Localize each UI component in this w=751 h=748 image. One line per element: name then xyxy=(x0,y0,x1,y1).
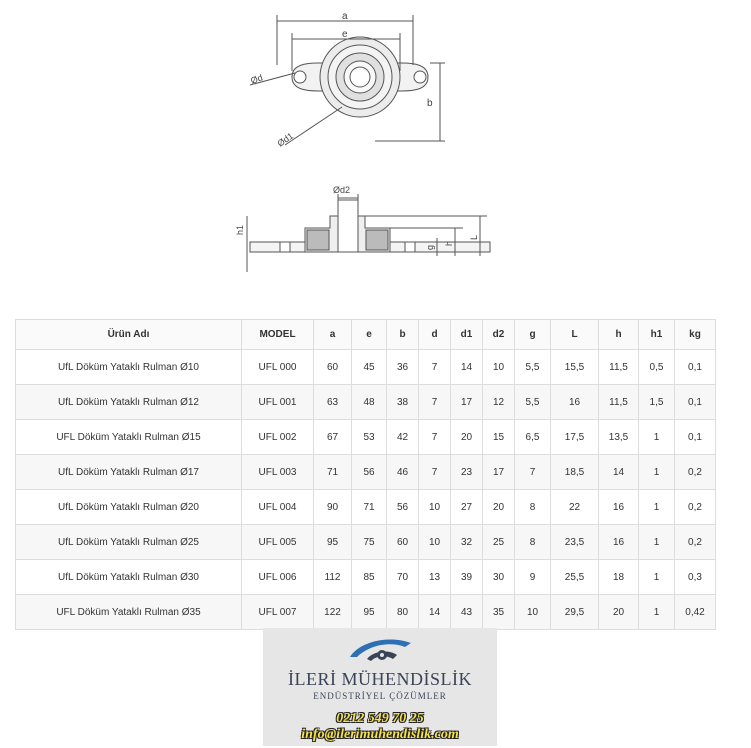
table-cell: 60 xyxy=(314,350,352,385)
table-cell: 17 xyxy=(451,385,483,420)
table-cell: 36 xyxy=(387,350,419,385)
table-cell: 25 xyxy=(483,525,515,560)
table-cell: 23,5 xyxy=(551,525,599,560)
table-cell: 60 xyxy=(387,525,419,560)
table-cell: 11,5 xyxy=(599,350,639,385)
table-cell: 29,5 xyxy=(551,595,599,630)
table-cell: 13,5 xyxy=(599,420,639,455)
table-cell: 1 xyxy=(639,560,675,595)
table-cell: 10 xyxy=(515,595,551,630)
table-cell: 0,5 xyxy=(639,350,675,385)
table-cell: 1 xyxy=(639,490,675,525)
contact-phone: 0212 549 70 25 xyxy=(336,711,424,726)
table-cell: 7 xyxy=(515,455,551,490)
dim-h-label: h xyxy=(444,240,454,246)
table-cell: 95 xyxy=(314,525,352,560)
table-cell: UFL 006 xyxy=(242,560,314,595)
col-header: h xyxy=(599,320,639,350)
table-cell: 10 xyxy=(483,350,515,385)
table-cell: 30 xyxy=(483,560,515,595)
table-cell: UFL 003 xyxy=(242,455,314,490)
table-cell: 71 xyxy=(352,490,387,525)
table-cell: UFL 005 xyxy=(242,525,314,560)
dim-a-label: a xyxy=(342,11,348,22)
table-cell: 5,5 xyxy=(515,385,551,420)
table-cell: 70 xyxy=(387,560,419,595)
table-cell: UFL Döküm Yataklı Rulman Ø35 xyxy=(16,595,242,630)
table-cell: UfL Döküm Yataklı Rulman Ø30 xyxy=(16,560,242,595)
dim-l-label: L xyxy=(469,234,479,240)
table-cell: UFL 007 xyxy=(242,595,314,630)
table-cell: 48 xyxy=(352,385,387,420)
table-cell: 20 xyxy=(451,420,483,455)
col-header: b xyxy=(387,320,419,350)
table-cell: 0,1 xyxy=(675,420,716,455)
dim-d2-label: Ød2 xyxy=(333,185,351,195)
table-cell: UFL 002 xyxy=(242,420,314,455)
table-cell: 18,5 xyxy=(551,455,599,490)
table-cell: 7 xyxy=(419,420,451,455)
table-cell: 95 xyxy=(352,595,387,630)
table-cell: 20 xyxy=(483,490,515,525)
table-cell: UFL 000 xyxy=(242,350,314,385)
table-cell: 25,5 xyxy=(551,560,599,595)
table-cell: 20 xyxy=(599,595,639,630)
table-row xyxy=(16,420,716,455)
table-row xyxy=(16,560,716,595)
table-cell: 56 xyxy=(387,490,419,525)
table-cell: 1 xyxy=(639,595,675,630)
table-row xyxy=(16,455,716,490)
table-cell: 10 xyxy=(419,490,451,525)
table-cell: 45 xyxy=(352,350,387,385)
table-cell: UfL Döküm Yataklı Rulman Ø25 xyxy=(16,525,242,560)
brand-tagline: ENDÜSTRİYEL ÇÖZÜMLER xyxy=(313,691,447,701)
table-cell: 0,2 xyxy=(675,455,716,490)
table-cell: 7 xyxy=(419,350,451,385)
table-cell: 12 xyxy=(483,385,515,420)
table-cell: UFL 004 xyxy=(242,490,314,525)
table-cell: 1 xyxy=(639,455,675,490)
company-logo xyxy=(263,628,497,746)
col-header: Ürün Adı xyxy=(16,320,242,350)
col-header: d xyxy=(419,320,451,350)
col-header: MODEL xyxy=(242,320,314,350)
dim-g-label: g xyxy=(425,244,435,250)
table-cell: 7 xyxy=(419,455,451,490)
table-cell: 46 xyxy=(387,455,419,490)
table-cell: 85 xyxy=(352,560,387,595)
table-cell: 17,5 xyxy=(551,420,599,455)
table-cell: 1 xyxy=(639,420,675,455)
side-view-drawing xyxy=(225,180,495,275)
col-header: d2 xyxy=(483,320,515,350)
table-cell: 71 xyxy=(314,455,352,490)
table-cell: 90 xyxy=(314,490,352,525)
table-cell: 38 xyxy=(387,385,419,420)
table-cell: 14 xyxy=(599,455,639,490)
table-header-row xyxy=(16,320,716,350)
table-cell: 18 xyxy=(599,560,639,595)
table-cell: 53 xyxy=(352,420,387,455)
table-cell: 8 xyxy=(515,490,551,525)
brand-name: İLERİ MÜHENDİSLİK xyxy=(288,669,472,689)
table-cell: 27 xyxy=(451,490,483,525)
col-header: h1 xyxy=(639,320,675,350)
table-cell: 16 xyxy=(599,525,639,560)
table-cell: 7 xyxy=(419,385,451,420)
table-cell: 75 xyxy=(352,525,387,560)
table-cell: 22 xyxy=(551,490,599,525)
dim-h1-label: h1 xyxy=(235,224,245,235)
table-cell: 9 xyxy=(515,560,551,595)
table-cell: 0,1 xyxy=(675,385,716,420)
table-cell: UfL Döküm Yataklı Rulman Ø12 xyxy=(16,385,242,420)
table-cell: 42 xyxy=(387,420,419,455)
col-header: kg xyxy=(675,320,716,350)
table-cell: 112 xyxy=(314,560,352,595)
top-view-drawing xyxy=(230,5,460,155)
table-cell: 39 xyxy=(451,560,483,595)
table-row xyxy=(16,385,716,420)
dim-e-label: e xyxy=(342,29,348,40)
col-header: L xyxy=(551,320,599,350)
table-cell: 122 xyxy=(314,595,352,630)
table-cell: 11,5 xyxy=(599,385,639,420)
table-cell: 15,5 xyxy=(551,350,599,385)
dim-d-label: Ød xyxy=(249,72,264,86)
table-cell: 1 xyxy=(639,525,675,560)
table-cell: 6,5 xyxy=(515,420,551,455)
table-cell: 0,1 xyxy=(675,350,716,385)
table-cell: 0,2 xyxy=(675,525,716,560)
contact-email: info@ilerimuhendislik.com xyxy=(301,727,459,742)
table-cell: 8 xyxy=(515,525,551,560)
dim-b-label: b xyxy=(427,98,433,109)
table-cell: 14 xyxy=(451,350,483,385)
table-cell: 32 xyxy=(451,525,483,560)
table-cell: UfL Döküm Yataklı Rulman Ø17 xyxy=(16,455,242,490)
table-cell: 23 xyxy=(451,455,483,490)
table-cell: 1,5 xyxy=(639,385,675,420)
table-cell: UfL Döküm Yataklı Rulman Ø10 xyxy=(16,350,242,385)
table-row xyxy=(16,490,716,525)
table-body xyxy=(16,350,716,630)
table-row xyxy=(16,595,716,630)
table-row xyxy=(16,350,716,385)
table-cell: 17 xyxy=(483,455,515,490)
table-cell: 80 xyxy=(387,595,419,630)
table-cell: 16 xyxy=(551,385,599,420)
table-cell: 15 xyxy=(483,420,515,455)
table-cell: 56 xyxy=(352,455,387,490)
table-cell: UFL Döküm Yataklı Rulman Ø15 xyxy=(16,420,242,455)
gear-logo-icon xyxy=(345,633,415,669)
table-cell: 14 xyxy=(419,595,451,630)
table-cell: 35 xyxy=(483,595,515,630)
col-header: g xyxy=(515,320,551,350)
table-row xyxy=(16,525,716,560)
col-header: a xyxy=(314,320,352,350)
table-cell: 0,2 xyxy=(675,490,716,525)
dim-d1-label: Ød1 xyxy=(275,130,296,149)
table-cell: UFL 001 xyxy=(242,385,314,420)
table-cell: 0,3 xyxy=(675,560,716,595)
table-cell: 43 xyxy=(451,595,483,630)
table-cell: 13 xyxy=(419,560,451,595)
table-cell: 0,42 xyxy=(675,595,716,630)
col-header: d1 xyxy=(451,320,483,350)
table-cell: 63 xyxy=(314,385,352,420)
spec-table xyxy=(15,319,716,630)
table-cell: UfL Döküm Yataklı Rulman Ø20 xyxy=(16,490,242,525)
table-cell: 5,5 xyxy=(515,350,551,385)
table-cell: 67 xyxy=(314,420,352,455)
table-cell: 10 xyxy=(419,525,451,560)
col-header: e xyxy=(352,320,387,350)
table-cell: 16 xyxy=(599,490,639,525)
